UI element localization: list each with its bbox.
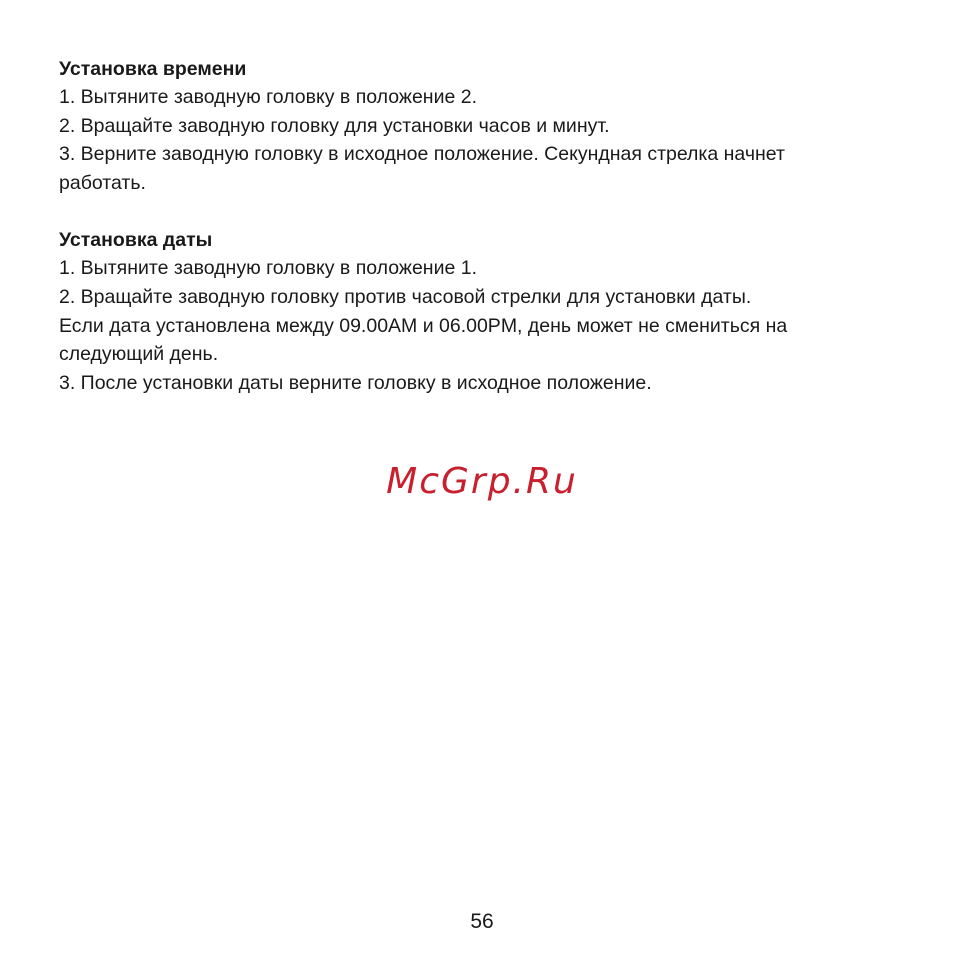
section-date-setting xyxy=(59,226,909,397)
instruction-line: 3. После установки даты верните головку в исходное положение. xyxy=(59,371,652,394)
instruction-line: 2. Вращайте заводную головку против часовой стрелки для установки даты. xyxy=(59,285,752,308)
section-title: Установка времени xyxy=(59,58,247,80)
instruction-line: 2. Вращайте заводную головку для установки часов и минут. xyxy=(59,114,610,137)
page-number: 56 xyxy=(470,910,494,933)
instruction-line: 3. Верните заводную головку в исходное положение. Секундная стрелка начнет xyxy=(59,143,785,166)
instruction-line: 1. Вытяните заводную головку в положение 2. xyxy=(59,86,477,108)
instruction-line: Если дата установлена между 09.00AM и 06.00PM, день может не смениться на xyxy=(59,314,788,337)
instruction-line: следующий день. xyxy=(59,343,219,366)
watermark: McGrp.Ru xyxy=(386,461,578,502)
instruction-line: 1. Вытяните заводную головку в положение 1. xyxy=(59,257,477,280)
document-body xyxy=(59,55,909,397)
section-title: Установка даты xyxy=(59,229,213,252)
section-time-setting xyxy=(59,55,909,197)
instruction-line: работать. xyxy=(59,171,146,194)
